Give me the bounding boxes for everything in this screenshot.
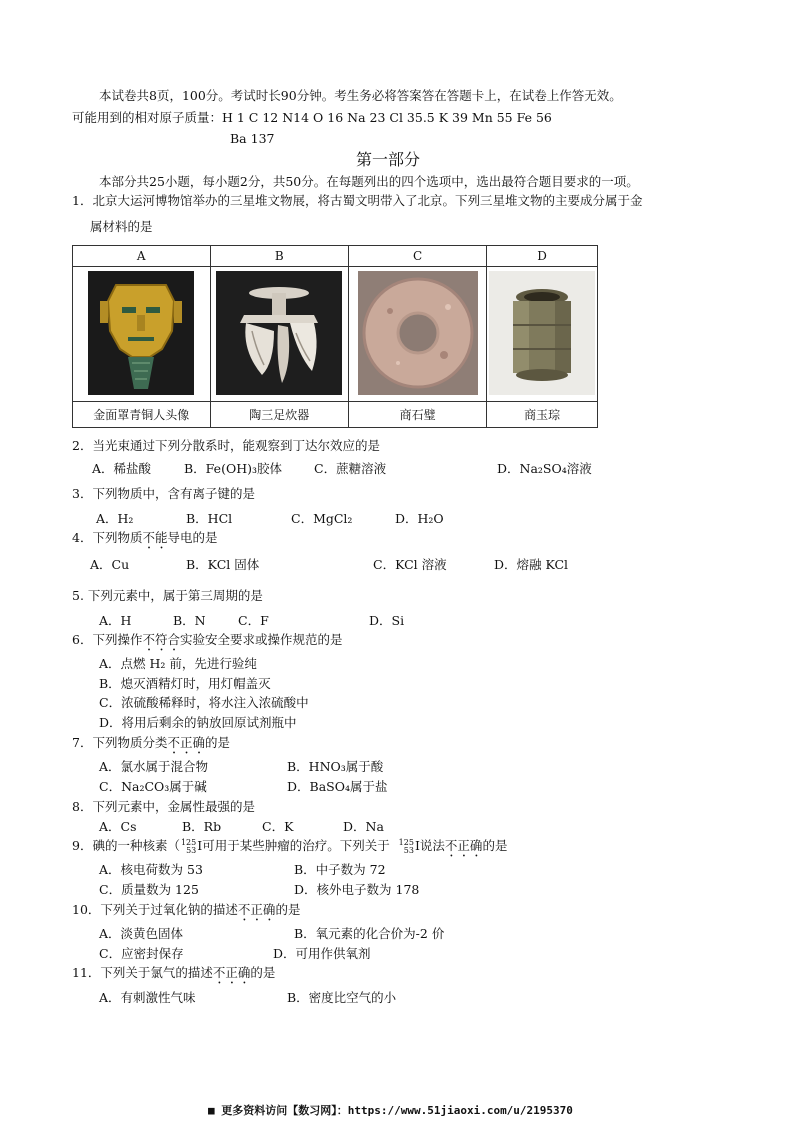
atomic-mass-line-2: Ba 137 [230,131,275,146]
exam-instructions: 本试卷共8页，100分。考试时长90分钟。考生务必将答案答在答题卡上，在试卷上作答无效。 [99,88,622,103]
question-4-stem: 4．下列物质不能导电的是 [72,530,218,545]
question-2-option-d: D．Na₂SO₄溶液 [497,461,592,476]
question-10-option-b: B．氧元素的化合价为-2 价 [294,926,445,941]
question-2-option-c: C．蔗糖溶液 [314,461,387,476]
question-8-option-b: B．Rb [182,819,222,834]
question-1-stem-cont: 属材料的是 [90,219,153,234]
caption-a: 金面罩青铜人头像 [73,402,211,428]
question-9-option-a: A．核电荷数为 53 [99,862,203,877]
question-4-option-a: A．Cu [90,557,130,572]
question-9-stem: 9．碘的一种核素（125 53I可用于某些肿瘤的治疗。下列关于 125 53I说法不正确的是 [72,837,508,855]
question-11-stem: 11．下列关于氯气的描述不正确的是 [72,965,276,980]
isotope-notation-2: 125 53 [398,837,414,855]
question-7-stem: 7．下列物质分类不正确的是 [72,735,230,750]
stone-disc-image [358,271,478,395]
option-a-header: A [73,246,211,267]
relic-image-d [487,267,598,402]
question-5-option-d: D．Si [369,613,405,628]
question-9-option-c: C．质量数为 125 [99,882,199,897]
question-5-stem: 5. 下列元素中，属于第三周期的是 [72,588,263,603]
question-2-stem: 2．当光束通过下列分散系时，能观察到丁达尔效应的是 [72,438,380,453]
question-4-option-d: D．熔融 KCl [494,557,569,572]
question-4-option-c: C．KCl 溶液 [373,557,447,572]
caption-c: 商石璧 [348,402,486,428]
question-10-option-d: D．可用作供氧剂 [273,946,371,961]
isotope-notation-1: 125 53 [180,837,197,855]
question-10-option-a: A．淡黄色固体 [99,926,184,941]
question-10-option-c: C．应密封保存 [99,946,184,961]
question-7-option-a: A．氯水属于混合物 [99,759,209,774]
option-b-header: B [210,246,348,267]
question-5-option-a: A．H [99,613,132,628]
question-6-stem: 6．下列操作不符合实验安全要求或操作规范的是 [72,632,343,647]
question-8-option-a: A．Cs [99,819,137,834]
question-5-option-c: C．F [238,613,269,628]
question-11-option-b: B．密度比空气的小 [287,990,397,1005]
question-7-option-c: C．Na₂CO₃属于碱 [99,779,207,794]
part-title: 第一部分 [356,150,421,169]
question-6-option-d: D．将用后剩余的钠放回原试剂瓶中 [99,715,297,730]
question-4-option-b: B．KCl 固体 [186,557,260,572]
footer-link[interactable]: ■ 更多资料访问【数习网】：https://www.51jiaoxi.com/u/2195370 [208,1104,573,1117]
question-2-option-b: B．Fe(OH)₃胶体 [184,461,282,476]
question-3-option-c: C．MgCl₂ [291,511,353,526]
question-11-option-a: A．有刺激性气味 [99,990,196,1005]
question-6-option-c: C．浓硫酸稀释时，将水注入浓硫酸中 [99,695,309,710]
option-d-header: D [487,246,598,267]
question-8-stem: 8．下列元素中，金属性最强的是 [72,799,255,814]
tripod-vessel-image [216,271,342,395]
relic-image-a [73,267,211,402]
question-10-stem: 10．下列关于过氧化钠的描述不正确的是 [72,902,301,917]
question-1-stem: 1．北京大运河博物馆举办的三星堆文物展，将古蜀文明带入了北京。下列三星堆文物的主要成分属于金 [72,193,643,208]
caption-d: 商玉琮 [487,402,598,428]
caption-b: 陶三足炊器 [210,402,348,428]
question-6-option-a: A．点燃 H₂ 前，先进行验纯 [99,656,257,671]
part-description: 本部分共25小题，每小题2分，共50分。在每题列出的四个选项中，选出最符合题目要求的一项。 [99,174,639,189]
question-8-option-d: D．Na [343,819,384,834]
question-7-option-d: D．BaSO₄属于盐 [287,779,388,794]
option-c-header: C [348,246,486,267]
question-3-option-a: A．H₂ [96,511,134,526]
relic-image-c [348,267,486,402]
question-2-option-a: A．稀盐酸 [92,461,152,476]
question-8-option-c: C．K [262,819,294,834]
question-5-option-b: B．N [173,613,206,628]
question-6-option-b: B．熄灭酒精灯时，用灯帽盖灭 [99,676,271,691]
jade-cong-image [489,271,595,395]
question-9-option-b: B．中子数为 72 [294,862,386,877]
relic-image-b [210,267,348,402]
question-3-option-b: B．HCl [186,511,233,526]
question-9-option-d: D．核外电子数为 178 [294,882,420,897]
relics-table [72,245,598,428]
question-3-stem: 3．下列物质中，含有离子键的是 [72,486,255,501]
atomic-mass-line: 可能用到的相对原子质量：H 1 C 12 N14 O 16 Na 23 Cl 35.5 K 39 Mn 55 Fe 56 [72,110,552,125]
bronze-head-image [88,271,194,395]
question-7-option-b: B．HNO₃属于酸 [287,759,384,774]
question-3-option-d: D．H₂O [395,511,444,526]
